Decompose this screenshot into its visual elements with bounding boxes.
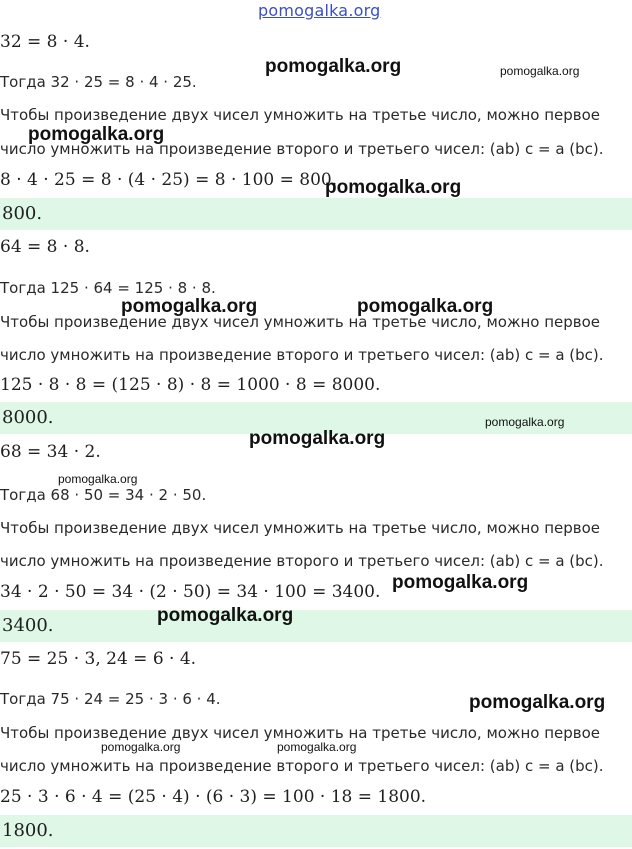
rule-line-2: число умножить на произведение второго и третьего чисел: (ab) c = a (bc). xyxy=(0,552,604,570)
rule-line-1: Чтобы произведение двух чисел умножить на третье число, можно первое xyxy=(0,313,601,331)
watermark: pomogalka.org xyxy=(357,296,494,317)
then-line: Тогда 32 · 25 = 8 · 4 · 25. xyxy=(0,73,197,91)
decomposition-line: 32 = 8 · 4. xyxy=(0,32,90,52)
calculation-line: 8 · 4 · 25 = 8 · (4 · 25) = 8 · 100 = 800. xyxy=(0,170,338,190)
decomposition-line: 64 = 8 · 8. xyxy=(0,237,90,257)
watermark: pomogalka.org xyxy=(469,692,606,713)
answer-box xyxy=(0,610,632,642)
watermark: pomogalka.org xyxy=(58,472,138,486)
watermark: pomogalka.org xyxy=(392,572,529,593)
rule-line-1: Чтобы произведение двух чисел умножить на третье число, можно первое xyxy=(0,106,601,124)
watermark: pomogalka.org xyxy=(28,124,165,145)
watermark: pomogalka.org xyxy=(500,64,580,78)
answer-value: 800. xyxy=(2,203,43,224)
rule-line-2: число умножить на произведение второго и третьего чисел: (ab) c = a (bc). xyxy=(0,346,604,364)
watermark: pomogalka.org xyxy=(157,605,294,626)
watermark: pomogalka.org xyxy=(249,428,386,449)
rule-line-2: число умножить на произведение второго и третьего чисел: (ab) c = a (bc). xyxy=(0,140,604,158)
watermark: pomogalka.org xyxy=(265,56,402,77)
calculation-line: 25 · 3 · 6 · 4 = (25 · 4) · (6 · 3) = 100 · 18 = 1800. xyxy=(0,787,427,807)
watermark: pomogalka.org xyxy=(277,740,357,754)
watermark: pomogalka.org xyxy=(325,177,462,198)
rule-line-1: Чтобы произведение двух чисел умножить на третье число, можно первое xyxy=(0,724,601,742)
answer-value: 1800. xyxy=(2,820,54,841)
decomposition-line: 68 = 34 · 2. xyxy=(0,442,101,462)
answer-value: 8000. xyxy=(2,407,54,428)
then-line: Тогда 125 · 64 = 125 · 8 · 8. xyxy=(0,279,216,297)
site-header-link[interactable]: pomogalka.org xyxy=(258,1,381,20)
then-line: Тогда 75 · 24 = 25 · 3 · 6 · 4. xyxy=(0,690,221,708)
rule-line-1: Чтобы произведение двух чисел умножить на третье число, можно первое xyxy=(0,519,601,537)
calculation-line: 125 · 8 · 8 = (125 · 8) · 8 = 1000 · 8 = 8000. xyxy=(0,375,381,395)
then-line: Тогда 68 · 50 = 34 · 2 · 50. xyxy=(0,486,207,504)
calculation-line: 34 · 2 · 50 = 34 · (2 · 50) = 34 · 100 = 3400. xyxy=(0,582,381,602)
watermark: pomogalka.org xyxy=(121,296,258,317)
watermark: pomogalka.org xyxy=(485,415,565,429)
answer-box xyxy=(0,198,632,230)
answer-box xyxy=(0,815,632,847)
answer-value: 3400. xyxy=(2,615,54,636)
decomposition-line: 75 = 25 · 3, 24 = 6 · 4. xyxy=(0,649,197,669)
watermark: pomogalka.org xyxy=(101,740,181,754)
rule-line-2: число умножить на произведение второго и третьего чисел: (ab) c = a (bc). xyxy=(0,757,604,775)
